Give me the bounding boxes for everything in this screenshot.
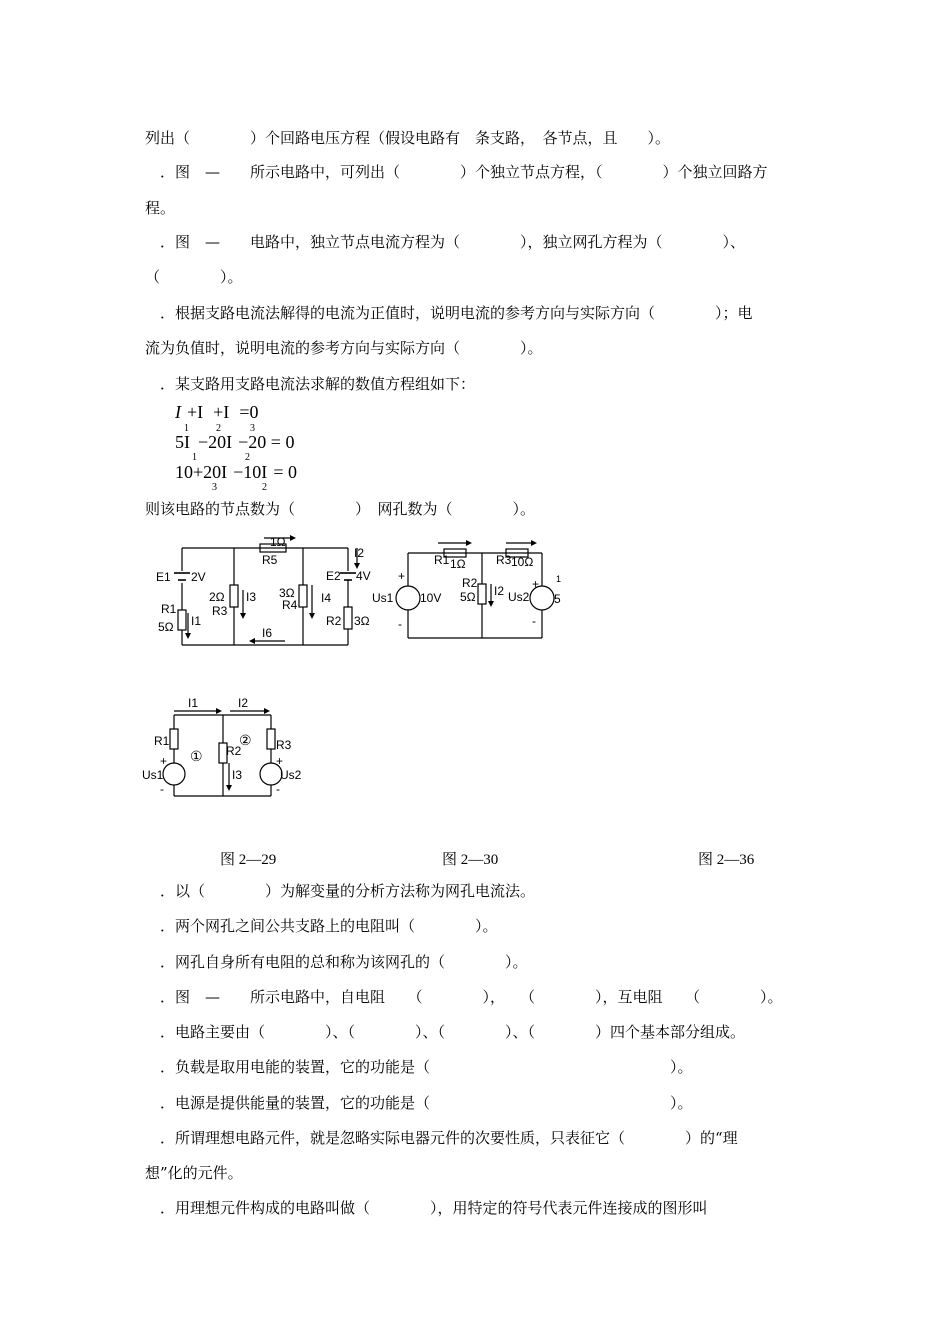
label-R5-value: 1Ω xyxy=(270,535,286,549)
circuit-diagram-2-36 xyxy=(140,693,310,801)
label-5: 5 xyxy=(554,592,561,606)
plus-sign: + xyxy=(276,754,284,768)
text-line-9: 则该电路的节点数为（ ） 网孔数为（ ）。 xyxy=(145,500,536,518)
text-line-17: ．所谓理想电路元件，就是忽略实际电器元件的次要性质，只表征它（ ）的“理 xyxy=(160,1129,738,1147)
label-Us1: Us1 xyxy=(372,591,394,605)
label-R3-value: 2Ω xyxy=(209,590,225,604)
label-R2: R2 xyxy=(226,744,242,758)
text-line-5: （ ）。 xyxy=(145,268,243,286)
label-I2: I2 xyxy=(354,546,365,560)
label-R2: R2 xyxy=(326,614,342,628)
subscript: 2 xyxy=(216,423,221,434)
loop-label-1: ① xyxy=(190,748,203,764)
text-line-2: ．图 — 所示电路中，可列出（ ）个独立节点方程，（ ）个独立回路方 xyxy=(160,163,768,181)
label-R2-value: 5Ω xyxy=(460,590,476,604)
label-R1: R1 xyxy=(154,734,170,748)
text-line-12: ．网孔自身所有电阻的总和称为该网孔的（ ）。 xyxy=(160,953,528,971)
text-line-14: ．电路主要由（ ）、（ ）、（ ）、（ ）四个基本部分组成。 xyxy=(160,1023,746,1041)
text-line-6: ．根据支路电流法解得的电流为正值时，说明电流的参考方向与实际方向（ ）；电 xyxy=(160,304,753,322)
subscript: 1 xyxy=(192,452,197,463)
label-Us2: Us2 xyxy=(508,590,530,604)
subscript: 1 xyxy=(184,423,189,434)
label-R1: R1 xyxy=(434,553,450,567)
figure-caption-2-36: 图 2—36 xyxy=(698,852,755,868)
minus-sign: - xyxy=(276,782,280,796)
label-I2: I2 xyxy=(494,584,505,598)
label-R1: R1 xyxy=(161,602,177,616)
text-line-18: 想”化的元件。 xyxy=(145,1164,243,1182)
label-R1-value: 1Ω xyxy=(450,557,466,571)
text-line-10: ．以（ ）为解变量的分析方法称为网孔电流法。 xyxy=(160,882,536,900)
label-R2-value: 3Ω xyxy=(354,614,370,628)
subscript: 2 xyxy=(245,452,250,463)
label-10V: 10V xyxy=(420,591,442,605)
text-line-4: ．图 — 电路中，独立节点电流方程为（ ），独立网孔方程为（ ）、 xyxy=(160,233,746,251)
label-Us1: Us1 xyxy=(142,768,164,782)
label-2V: 2V xyxy=(191,570,206,584)
text-line-11: ．两个网孔之间公共支路上的电阻叫（ ）。 xyxy=(160,917,498,935)
figure-caption-2-29: 图 2—29 xyxy=(220,852,277,868)
subscript: 3 xyxy=(212,482,217,493)
text-line-15: ．负载是取用电能的装置，它的功能是（ ）。 xyxy=(160,1058,693,1076)
label-1: 1 xyxy=(556,574,562,584)
label-R5: R5 xyxy=(262,553,278,567)
plus-sign: + xyxy=(160,754,168,768)
figure-caption-2-30: 图 2—30 xyxy=(442,852,499,868)
text-line-8: ．某支路用支路电流法求解的数值方程组如下： xyxy=(160,375,476,393)
equation-2: 5I −20I −20 = 0 xyxy=(175,432,295,452)
circuit-diagram-2-30 xyxy=(366,538,566,644)
subscript: 3 xyxy=(250,423,255,434)
label-R3: R3 xyxy=(212,604,228,618)
label-R3: R3 xyxy=(276,738,292,752)
equation-3: 10+20I −10I = 0 xyxy=(175,462,297,482)
plus-sign: + xyxy=(398,569,406,583)
label-R4: R4 xyxy=(282,598,298,612)
label-Us2: Us2 xyxy=(280,768,302,782)
label-R2: R2 xyxy=(462,576,478,590)
label-R4-value: 3Ω xyxy=(279,586,295,600)
text-line-1: 列出（ ）个回路电压方程（假设电路有 条支路， 各节点，且 ）。 xyxy=(145,129,671,147)
plus-sign: + xyxy=(532,577,540,591)
minus-sign: - xyxy=(160,782,164,796)
text-line-16: ．电源是提供能量的装置，它的功能是（ ）。 xyxy=(160,1094,693,1112)
label-4V: 4V xyxy=(356,569,371,583)
label-I1: I1 xyxy=(188,696,199,710)
text-line-19: ．用理想元件构成的电路叫做（ ），用特定的符号代表元件连接成的图形叫 xyxy=(160,1199,708,1217)
label-I2: I2 xyxy=(238,696,249,710)
minus-sign: - xyxy=(398,617,402,631)
label-I6: I6 xyxy=(262,626,273,640)
label-E1: E1 xyxy=(156,570,171,584)
label-R1-value: 5Ω xyxy=(158,620,174,634)
label-E2: E2 xyxy=(326,569,341,583)
label-I4: I4 xyxy=(321,591,332,605)
label-R3: R3 xyxy=(496,553,512,567)
label-I3: I3 xyxy=(232,768,243,782)
loop-label-2: ② xyxy=(239,732,252,748)
minus-sign: - xyxy=(532,614,536,628)
text-line-3: 程。 xyxy=(145,199,176,217)
subscript: 2 xyxy=(262,482,267,493)
equation-1: I +I +I =0 xyxy=(175,402,259,422)
text-line-7: 流为负值时，说明电流的参考方向与实际方向（ ）。 xyxy=(145,339,543,357)
circuit-diagram-2-29 xyxy=(150,535,380,655)
label-R3-value: 10Ω xyxy=(511,555,534,569)
label-I3: I3 xyxy=(246,590,257,604)
label-I1: I1 xyxy=(191,614,202,628)
text-line-13: ．图 — 所示电路中，自电阻 （ ）， （ ），互电阻 （ ）。 xyxy=(160,988,783,1006)
